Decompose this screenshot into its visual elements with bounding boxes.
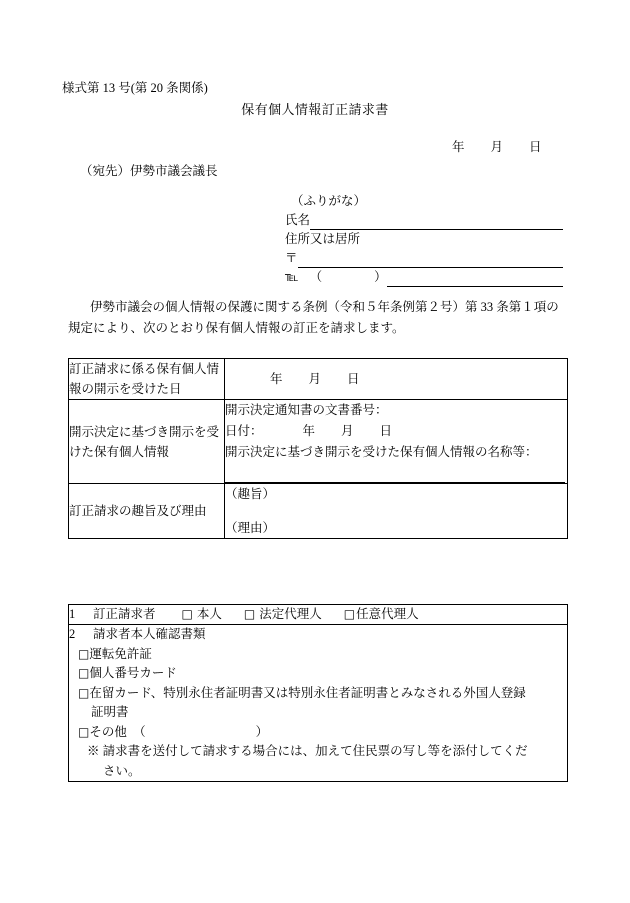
address-label: 住所又は居所 bbox=[285, 232, 361, 246]
checkbox-icon[interactable]: □ bbox=[78, 646, 90, 661]
form-number: 様式第 13 号(第 20 条関係) bbox=[62, 81, 208, 95]
telephone-write-line[interactable] bbox=[387, 271, 563, 287]
notice-date-line[interactable] bbox=[225, 421, 567, 442]
applicant-block bbox=[285, 192, 563, 287]
table-row bbox=[69, 605, 568, 625]
lead-line-1: 伊勢市議会の個人情報の保護に関する条例（令和５年条例第２号）第 33 条第１項の bbox=[90, 300, 559, 314]
checkbox-my-number-card[interactable] bbox=[78, 664, 567, 684]
checkbox-icon[interactable]: □ bbox=[78, 685, 90, 700]
addressee: （宛先）伊勢市議会議長 bbox=[80, 164, 218, 178]
disclosure-date-cell[interactable] bbox=[225, 359, 568, 400]
checkbox-voluntary-representative[interactable] bbox=[344, 605, 419, 624]
note-line-1: 請求書を送付して請求する場合には、加えて住民票の写し等を添付してくだ bbox=[102, 744, 528, 758]
disclosure-year-label: 年 bbox=[270, 371, 283, 386]
table-row bbox=[69, 625, 568, 782]
checkbox-drivers-license[interactable] bbox=[78, 645, 567, 665]
checkbox-residence-card-label-cont: 証明書 bbox=[91, 705, 129, 719]
notice-day-label: 日 bbox=[379, 424, 393, 438]
documents-item-number: 2 bbox=[69, 627, 76, 641]
disclosure-month-label: 月 bbox=[308, 371, 322, 386]
identity-documents-cell[interactable] bbox=[69, 625, 568, 782]
furigana-label: （ふりがな） bbox=[291, 194, 367, 208]
checkbox-icon[interactable]: □ bbox=[78, 724, 90, 739]
checkbox-other[interactable] bbox=[78, 723, 567, 743]
requester-item-number: 1 bbox=[69, 607, 76, 621]
notice-month-label: 月 bbox=[341, 424, 354, 438]
requester-type-cell[interactable] bbox=[69, 605, 568, 625]
purpose-reason-cell[interactable] bbox=[225, 484, 568, 539]
notice-year-label: 年 bbox=[302, 424, 316, 438]
checkbox-icon[interactable]: □ bbox=[343, 607, 356, 621]
date-year-label: 年 bbox=[452, 140, 465, 154]
submission-date-line bbox=[452, 137, 542, 155]
row-label-disclosure-date: 訂正請求に係る保有個人情報の開示を受けた日 bbox=[69, 359, 225, 400]
lead-line-2: 規定により、次のとおり保有個人情報の訂正を請求します。 bbox=[68, 321, 405, 335]
disclosure-date-line[interactable] bbox=[225, 369, 567, 390]
table-row bbox=[69, 359, 568, 400]
telephone-paren-close: ） bbox=[374, 270, 387, 284]
notice-date-label: 日付： bbox=[225, 424, 263, 438]
mailing-note bbox=[78, 742, 567, 781]
purpose-section[interactable] bbox=[225, 484, 567, 538]
checkbox-voluntary-representative-label: 任意代理人 bbox=[356, 607, 419, 621]
checkbox-drivers-license-label: 運転免許証 bbox=[89, 646, 152, 661]
postal-symbol: 〒 bbox=[285, 251, 298, 265]
telephone-field[interactable] bbox=[285, 268, 563, 287]
disclosure-info-table bbox=[68, 358, 568, 539]
requester-verification-table bbox=[68, 604, 568, 782]
requester-label: 訂正請求者 bbox=[93, 607, 156, 621]
info-name-write-line[interactable] bbox=[225, 468, 565, 483]
name-field[interactable] bbox=[285, 211, 563, 230]
checkbox-icon[interactable]: □ bbox=[78, 666, 90, 680]
date-day-label: 日 bbox=[529, 140, 542, 154]
date-month-label: 月 bbox=[490, 140, 504, 154]
checkbox-icon[interactable]: □ bbox=[181, 607, 193, 621]
table-row bbox=[69, 484, 568, 539]
lead-paragraph bbox=[68, 297, 568, 339]
checkbox-residence-card[interactable] bbox=[78, 684, 567, 723]
row-label-purpose-reason: 訂正請求の趣旨及び理由 bbox=[69, 484, 225, 539]
checkbox-icon[interactable]: □ bbox=[243, 607, 256, 621]
note-line-2: さい。 bbox=[103, 763, 141, 778]
address-write-line[interactable] bbox=[298, 252, 563, 268]
checkbox-self-label: 本人 bbox=[196, 607, 222, 621]
page-title: 保有個人情報訂正請求書 bbox=[241, 102, 389, 117]
documents-checkbox-list bbox=[69, 645, 567, 782]
table-row bbox=[69, 400, 568, 484]
checkbox-my-number-card-label: 個人番号カード bbox=[89, 666, 177, 680]
documents-label: 請求者本人確認書類 bbox=[93, 627, 206, 641]
telephone-label: ℡ bbox=[285, 270, 299, 284]
disclosure-day-label: 日 bbox=[347, 371, 360, 386]
checkbox-other-label: その他 （ bbox=[89, 724, 146, 739]
name-label: 氏名 bbox=[285, 213, 311, 227]
disclosed-info-cell[interactable] bbox=[225, 400, 568, 484]
info-name-line: 開示決定に基づき開示を受けた保有個人情報の名称等： bbox=[225, 445, 538, 459]
note-mark: ※ bbox=[87, 744, 100, 758]
documents-heading bbox=[69, 625, 567, 645]
checkbox-legal-representative-label: 法定代理人 bbox=[259, 607, 322, 621]
reason-label: （理由） bbox=[225, 521, 276, 535]
purpose-label: （趣旨） bbox=[225, 487, 276, 501]
telephone-paren-open: （ bbox=[309, 270, 323, 284]
document-number-line: 開示決定通知書の文書番号： bbox=[225, 403, 388, 417]
name-write-line[interactable] bbox=[310, 214, 563, 230]
postal-field[interactable] bbox=[285, 249, 563, 268]
checkbox-residence-card-label: 在留カード、特別永住者証明書又は特別永住者証明書とみなされる外国人登録 bbox=[89, 685, 526, 700]
checkbox-legal-representative[interactable] bbox=[244, 605, 322, 624]
checkbox-self[interactable] bbox=[182, 605, 222, 624]
checkbox-other-paren-close: ） bbox=[255, 724, 269, 739]
row-label-disclosed-info: 開示決定に基づき開示を受けた保有個人情報 bbox=[69, 400, 225, 484]
